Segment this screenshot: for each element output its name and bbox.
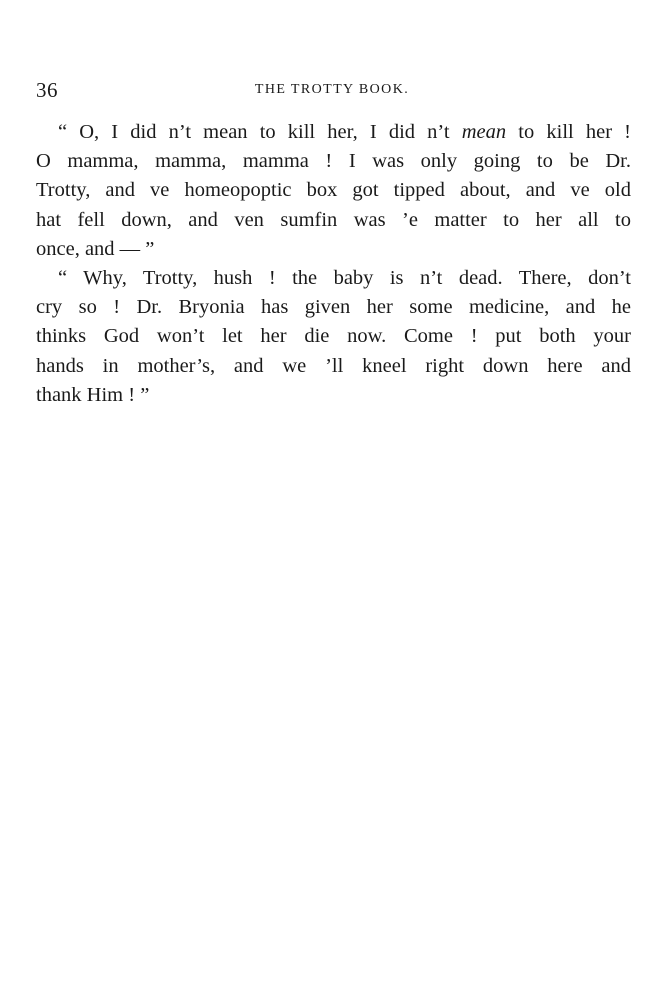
paragraph-2-line-5: thank Him ! ” (36, 383, 150, 406)
emphasized-word: mean (461, 121, 507, 143)
body-text (36, 118, 631, 410)
paragraph-1-line-4: hat fell down, and ven sumfin was ’e matter to her all to (36, 208, 631, 231)
paragraph-1-line-2: O mamma, mamma, mamma ! I was only going to be Dr. (36, 150, 631, 173)
paragraph-2-line-3: thinks God won’t let her die now. Come ! put both your (36, 325, 631, 348)
paragraph-1-line-3: Trotty, and ve homeopoptic box got tipped about, and ve old (36, 179, 631, 202)
running-head (36, 78, 628, 102)
running-title: THE TROTTY BOOK. (254, 82, 410, 97)
line-text-after-emphasis: to kill her ! (506, 121, 631, 143)
page-number: 36 (36, 78, 58, 102)
paragraph-2-line-2: cry so ! Dr. Bryonia has given her some medicine, and he (36, 296, 631, 319)
paragraph-2-line-4: hands in mother’s, and we ’ll kneel right down here and (36, 354, 631, 377)
paragraph-1-line-1 (36, 118, 631, 147)
paragraph-2-line-1: “ Why, Trotty, hush ! the baby is n’t dead. There, don’t (58, 266, 631, 289)
line-text-before-emphasis: “ O, I did n’t mean to kill her, I did n’t (58, 121, 462, 143)
paragraph-1-line-5: once, and — ” (36, 237, 155, 260)
